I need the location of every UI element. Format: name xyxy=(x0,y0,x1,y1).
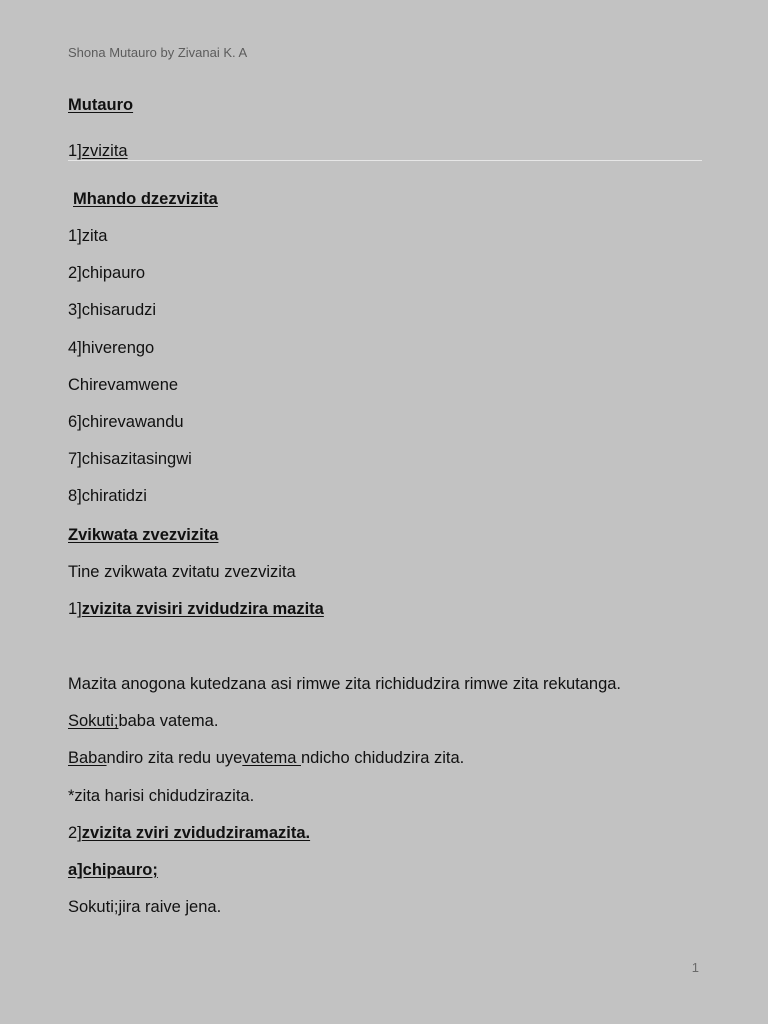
type-item-4: 4]hiverengo xyxy=(68,339,155,357)
group-2-number: 2] xyxy=(68,824,82,842)
group-1-text: zvizita zvisiri zvidudzira mazita xyxy=(81,600,324,618)
subheading: Zvikwata zvezvizita xyxy=(68,526,219,544)
intro-text: Tine zvikwata zvitatu zvezvizita xyxy=(68,563,296,581)
horizontal-divider xyxy=(68,160,702,161)
example-1-label: Sokuti; xyxy=(68,712,119,730)
type-item-3: 3]chisarudzi xyxy=(68,301,157,319)
type-item-6: 6]chirevawandu xyxy=(68,413,184,431)
group-1-heading xyxy=(68,599,324,619)
type-item-2: 2]chipauro xyxy=(68,264,146,282)
page-header: Shona Mutauro by Zivanai K. A xyxy=(68,45,248,60)
explanation-part-1: Baba xyxy=(68,749,107,767)
explanation-part-3: vatema xyxy=(242,749,301,767)
note: *zita harisi chidudzirazita. xyxy=(68,787,255,805)
type-item-1: 1]zita xyxy=(68,227,108,245)
type-item-7: 7]chisazitasingwi xyxy=(68,450,192,468)
paragraph-1: Mazita anogona kutedzana asi rimwe zita richidudzira rimwe zita rekutanga. xyxy=(68,675,622,693)
section-heading: Mhando dzezvizita xyxy=(73,190,218,208)
page-number: 1 xyxy=(691,960,699,975)
example-1 xyxy=(68,711,218,731)
subitem-heading: a]chipauro; xyxy=(68,861,158,879)
explanation-part-2: ndiro zita redu uye xyxy=(106,749,243,767)
group-1-number: 1] xyxy=(68,600,82,618)
type-item-5: Chirevamwene xyxy=(68,376,179,394)
example-1-text: baba vatema. xyxy=(118,712,219,730)
group-2-heading xyxy=(68,823,310,843)
document-title: Mutauro xyxy=(68,96,134,114)
explanation-part-4: ndicho chidudzira zita. xyxy=(301,749,465,767)
topic-text: zvizita xyxy=(81,142,128,160)
explanation xyxy=(68,748,464,768)
example-2: Sokuti;jira raive jena. xyxy=(68,898,222,916)
group-2-text: zvizita zviri zvidudziramazita. xyxy=(81,824,311,842)
topic-number: 1] xyxy=(68,142,82,160)
topic-line xyxy=(68,141,128,161)
type-item-8: 8]chiratidzi xyxy=(68,487,147,505)
